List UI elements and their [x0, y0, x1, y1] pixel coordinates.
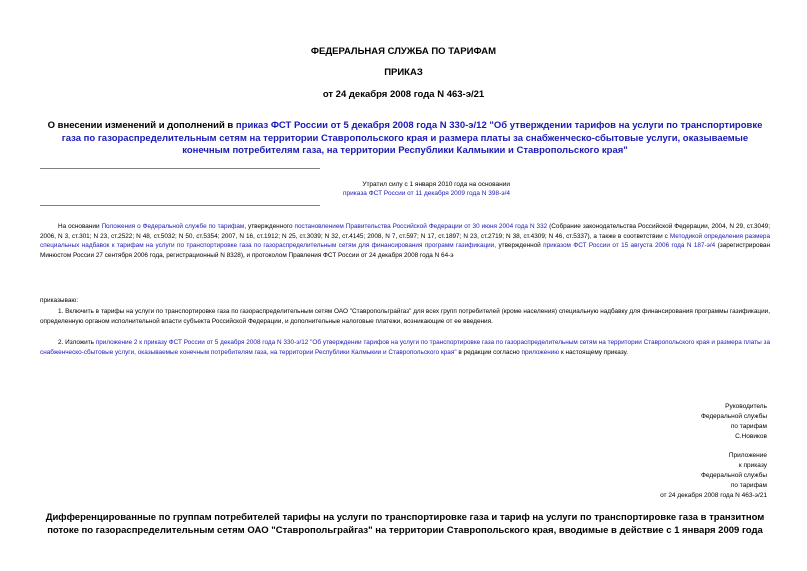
appendix-line-1: Приложение [728, 452, 767, 459]
order-item-2 [40, 338, 770, 357]
preamble-text-4: , утвержденной [494, 242, 544, 249]
signature-block [567, 402, 767, 442]
preamble-paragraph [40, 222, 770, 260]
divider-top [40, 168, 320, 169]
order-item-2-text-2: в редакции согласно [456, 348, 522, 356]
repeal-note-link[interactable]: приказа ФСТ России от 11 декабря 2009 года N 398-э/4 [343, 190, 510, 197]
appendix-line-3: Федеральной службы [700, 472, 767, 479]
appendix-2-link[interactable]: приложение 2 к приказу ФСТ России от 5 декабря 2008 года N 330-э/12 "Об утверждении тарифов на услуги по транспортировке газа по газораспределительным сетям на территории Ставропольского края и размера платы за снабженческо-сбытовые услуги, оказываемые конечным потребителям газа, на территории Республики Калмыкии и Ставропольского края" [40, 339, 770, 356]
signature-line-1: Руководитель [725, 403, 767, 410]
appendix-line-4: по тарифам [730, 482, 767, 489]
doc-type-heading: ПРИКАЗ [384, 67, 423, 78]
signature-name: С.Новиков [735, 433, 767, 440]
preamble-text-5: (зарегистрирован Минюстом России 27 сентября 2006 года, регистрационный N 8328), и протоколом Правления ФСТ России от 24 декабря 2008 года N 64-э [40, 242, 770, 259]
appendix-link[interactable]: приложению [521, 348, 560, 356]
appendix-line-2: к приказу [738, 462, 767, 469]
fst-order-187-link[interactable]: приказом ФСТ России от 15 августа 2006 года N 187-э/4 [543, 242, 716, 249]
preamble-text-1: На основании [58, 223, 102, 230]
preamble-text-2: , утвержденного [244, 223, 295, 230]
order-item-1 [40, 307, 770, 326]
doc-date-number: от 24 декабря 2008 года N 463-э/21 [322, 89, 485, 100]
appendix-title: Дифференцированные по группам потребителей тарифы на услуги по транспортировке газа и тариф на услуги по транспортировке газа в транзитном потоке по газораспределительным сетям ОАО "Ставропольграйгаз" на территории Ставропольского края, вводимые в действие с 1 января 2009 года [45, 512, 765, 536]
preamble-text-3: (Собрание законодательства Российской Федерации, 2004, N 29, ст.3049; 2006, N 3, ст.301; N 23, ст.2522; N 48, ст.5032; N 50, ст.5354; 2007, N 16, ст.1912; N 25, ст.3039; N 32, ст.4145; 2008, N 7, ст.597; N 17, ст.1897; N 23, ст.2719; N 38, ст.4309; N 46, ст.5337), а также в соответствии с [40, 223, 770, 240]
order-title [40, 120, 770, 158]
fst-regulation-link[interactable]: Положения о Федеральной службе по тарифам [101, 223, 245, 230]
repeal-note-text: Утратил силу с 1 января 2010 года на основании [362, 181, 510, 188]
agency-heading: ФЕДЕРАЛЬНАЯ СЛУЖБА ПО ТАРИФАМ [310, 46, 497, 57]
order-item-1-text: 1. Включить в тарифы на услуги по транспортировке газа по газораспределительным сетям ОАО "Ставропольграйгаз" для всех групп потребителей (кроме населения) специальную надбавку для финансирования программы газификации, определенную органом исполнительной власти субъекта Российской Федерации, и дополнительные налоговые платежи, возникающие от ее введения. [40, 308, 770, 325]
repeal-note [300, 180, 510, 198]
divider-bottom [40, 205, 320, 206]
appendix-header [567, 451, 767, 501]
orders-label: приказываю: [40, 297, 78, 304]
title-amended-order-link[interactable]: приказ ФСТ России от 5 декабря 2008 года N 330-э/12 "Об утверждении тарифов на услуги по транспортировке газа по газораспределительным сетям на территории Ставропольского края и размера платы за снабженческо-сбытовые услуги, оказываемые конечным потребителям газа, на территории Республики Калмыкии и Ставропольского края" [61, 120, 763, 156]
government-decree-link[interactable]: постановлением Правительства Российской Федерации от 30 июня 2004 года N 332 [294, 223, 548, 230]
order-item-2-text-1: 2. Изложить [58, 339, 96, 346]
order-item-2-text-3: к настоящему приказу. [559, 348, 628, 356]
methodology-link[interactable]: Методикой определения размера специальных надбавок к тарифам на услуги по транспортировке газа по газораспределительным сетям для финансирования программ газификации [40, 232, 771, 249]
signature-line-3: по тарифам [730, 423, 767, 430]
appendix-line-5: от 24 декабря 2008 года N 463-э/21 [660, 492, 767, 499]
signature-line-2: Федеральной службы [700, 413, 767, 420]
title-prefix: О внесении изменений и дополнений в [47, 120, 236, 131]
